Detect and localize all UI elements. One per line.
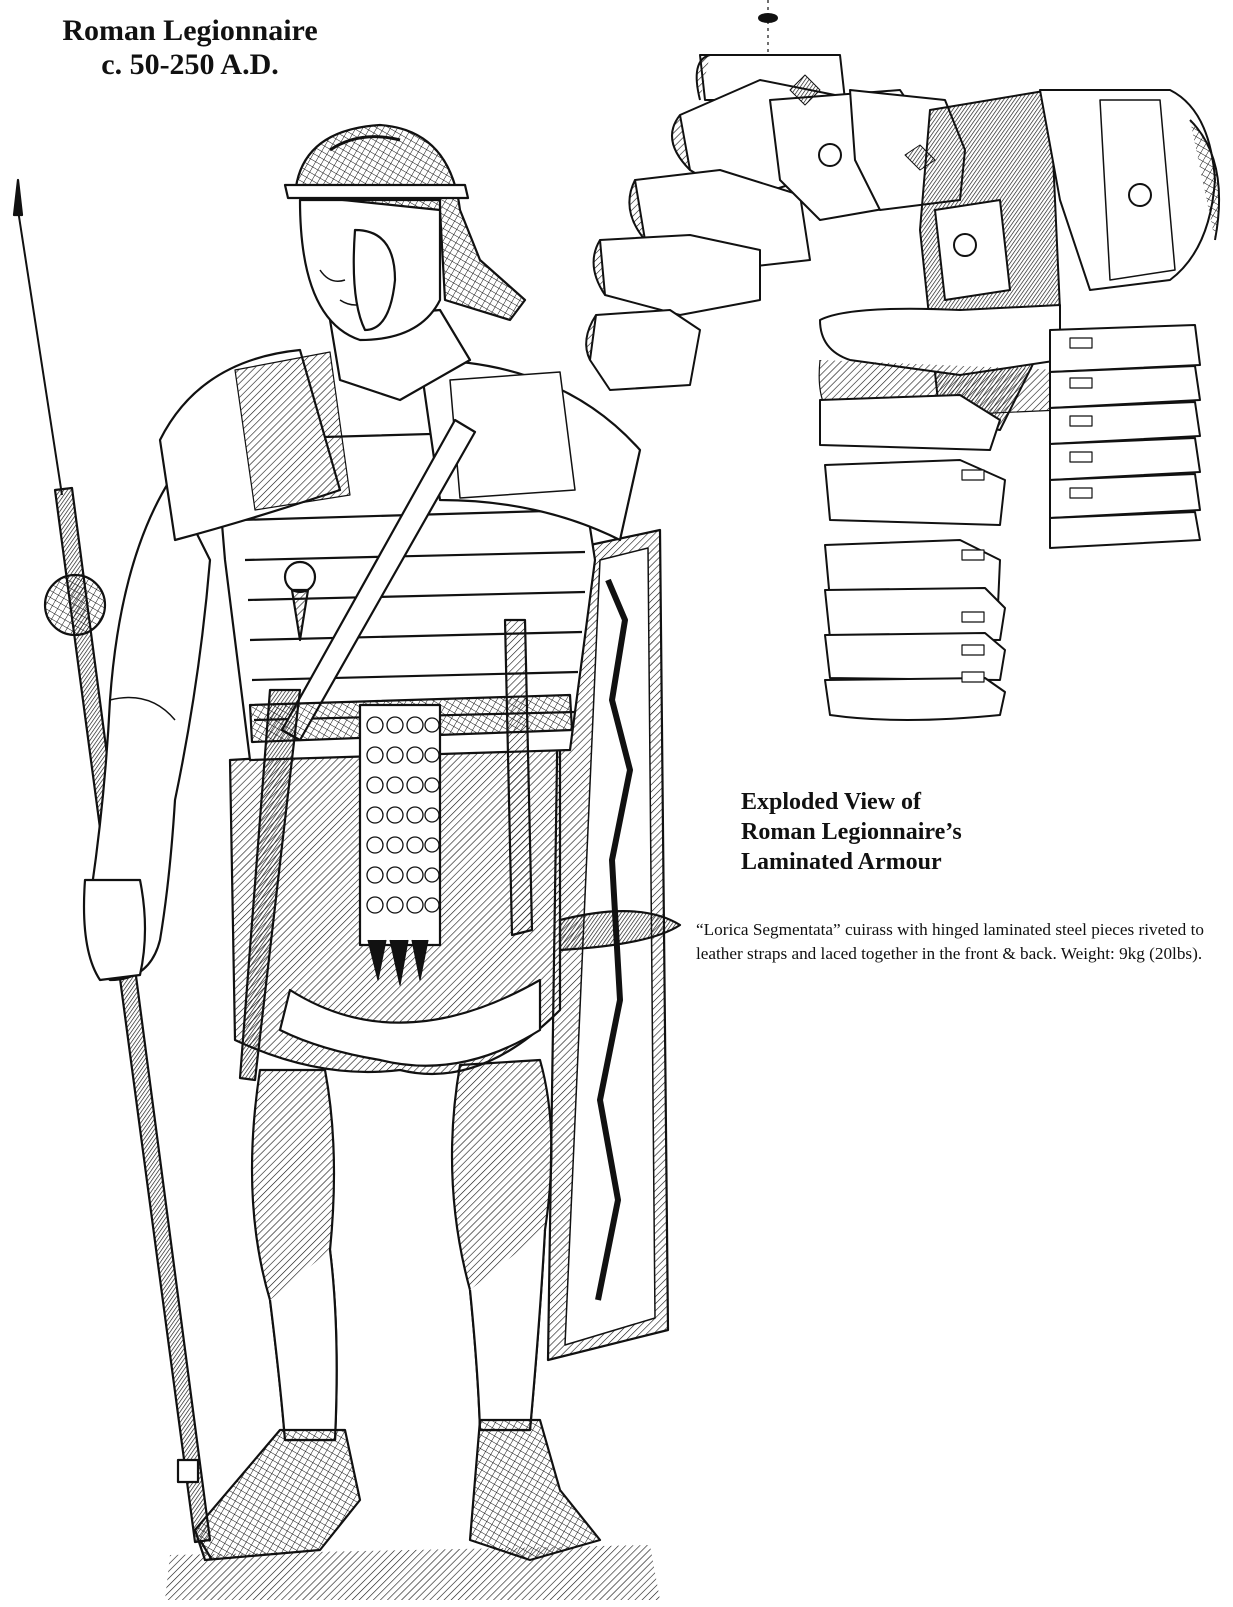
- title-line-1: Roman Legionnaire: [62, 14, 318, 47]
- head: [285, 125, 525, 340]
- caligae-sandals: [195, 1420, 600, 1560]
- girth-hoops: [819, 305, 1200, 720]
- armour-caption: “Lorica Segmentata” cuirass with hinged laminated steel pieces riveted to leather straps and laced together in the front & back. Weight: 9kg (20lbs).: [696, 920, 1204, 963]
- exploded-armour-diagram: [586, 0, 1219, 720]
- legs: [252, 1060, 551, 1440]
- belt-apron: [360, 705, 440, 985]
- exploded-view-title: [741, 787, 962, 877]
- title-line-2: c. 50-250 A.D.: [101, 48, 279, 81]
- rivet-detail: [759, 0, 777, 60]
- hand: [84, 880, 145, 980]
- exploded-view-title-line-2: Roman Legionnaire’s: [741, 819, 962, 845]
- exploded-view-title-line-1: Exploded View of: [741, 789, 922, 815]
- exploded-view-title-line-3: Laminated Armour: [741, 849, 942, 875]
- legionnaire-figure: [14, 125, 680, 1600]
- page-title: [40, 14, 340, 82]
